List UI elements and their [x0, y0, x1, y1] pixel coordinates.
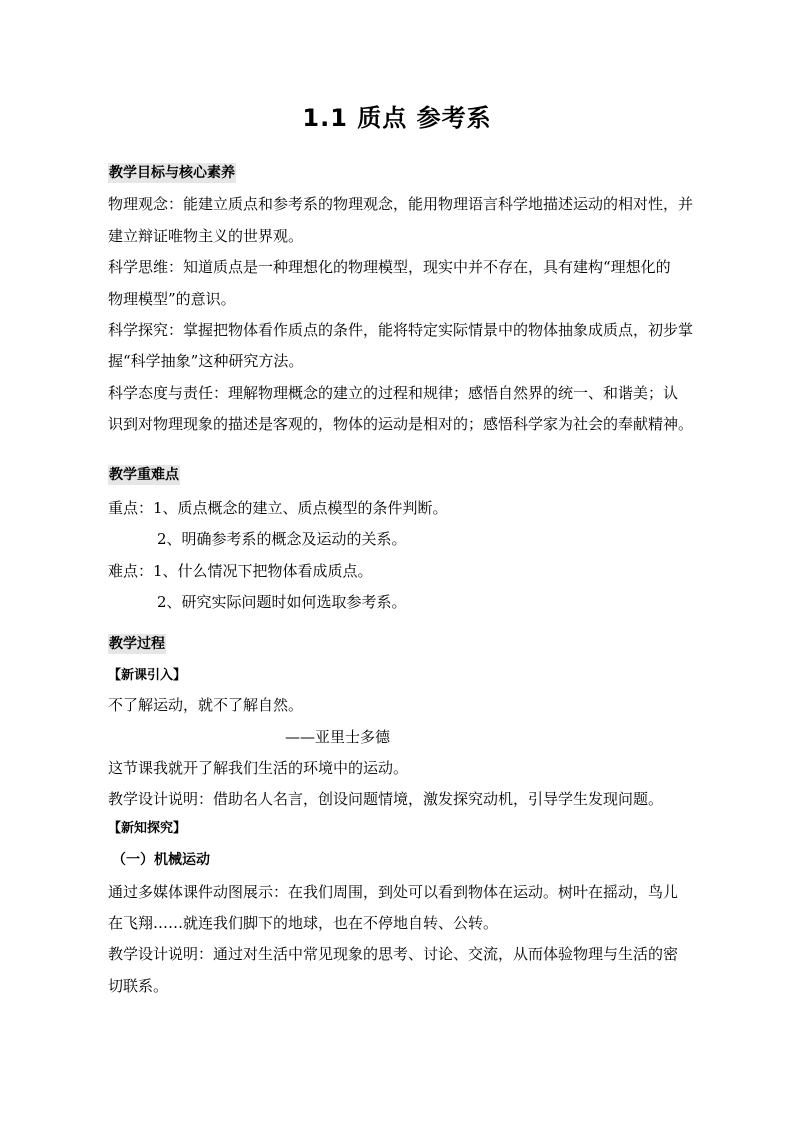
- paragraph-line: 教学设计说明：借助名人名言，创设问题情境，激发探究动机，引导学生发现问题。: [108, 790, 664, 808]
- difficulty-line: 难点：1、什么情况下把物体看成质点。: [108, 562, 373, 580]
- key-point-line: 重点：1、质点概念的建立、质点模型的条件判断。: [108, 499, 448, 517]
- quote-author: ——亚里士多德: [285, 728, 391, 746]
- key-point-line: 2、明确参考系的概念及运动的关系。: [157, 530, 407, 548]
- paragraph-line: 教学设计说明：通过对生活中常见现象的思考、讨论、交流，从而体验物理与生活的密: [108, 945, 679, 963]
- difficulty-line: 2、研究实际问题时如何选取参考系。: [157, 593, 407, 611]
- section-heading-process: 教学过程: [109, 636, 165, 652]
- paragraph-line: 通过多媒体课件动图展示：在我们周围，到处可以看到物体在运动。树叶在摇动，鸟儿: [108, 883, 679, 901]
- section-heading-key-points: 教学重难点: [109, 467, 179, 483]
- paragraph-line: 科学探究：掌握把物体看作质点的条件，能将特定实际情景中的物体抽象成质点，初步掌: [108, 321, 694, 339]
- explore-label: 【新知探究】: [108, 821, 187, 836]
- paragraph-line: 科学态度与责任：理解物理概念的建立的过程和规律；感悟自然界的统一、和谐美；认: [108, 384, 679, 402]
- paragraph-line: 识到对物理现象的描述是客观的，物体的运动是相对的；感悟科学家为社会的奉献精神。: [108, 415, 694, 433]
- intro-label: 【新课引入】: [108, 668, 187, 683]
- paragraph-line: 在飞翔……就连我们脚下的地球，也在不停地自转、公转。: [108, 914, 499, 932]
- subheading-mechanical-motion: （一）机械运动: [112, 852, 210, 868]
- paragraph-line: 物理观念：能建立质点和参考系的物理观念，能用物理语言科学地描述运动的相对性，并: [108, 195, 694, 213]
- paragraph-line: 切联系。: [108, 977, 169, 995]
- paragraph-line: 建立辩证唯物主义的世界观。: [108, 227, 304, 245]
- section-heading-goals: 教学目标与核心素养: [109, 165, 235, 181]
- paragraph-line: 这节课我就开了解我们生活的环境中的运动。: [108, 759, 409, 777]
- paragraph-line: 科学思维：知道质点是一种理想化的物理模型，现实中并不存在，具有建构“理想化的: [108, 258, 671, 276]
- quote-line: 不了解运动，就不了解自然。: [108, 696, 304, 714]
- paragraph-line: 握“科学抽象”这种研究方法。: [108, 352, 304, 370]
- paragraph-line: 物理模型”的意识。: [108, 290, 236, 308]
- page-title: 1.1 质点 参考系: [302, 104, 492, 132]
